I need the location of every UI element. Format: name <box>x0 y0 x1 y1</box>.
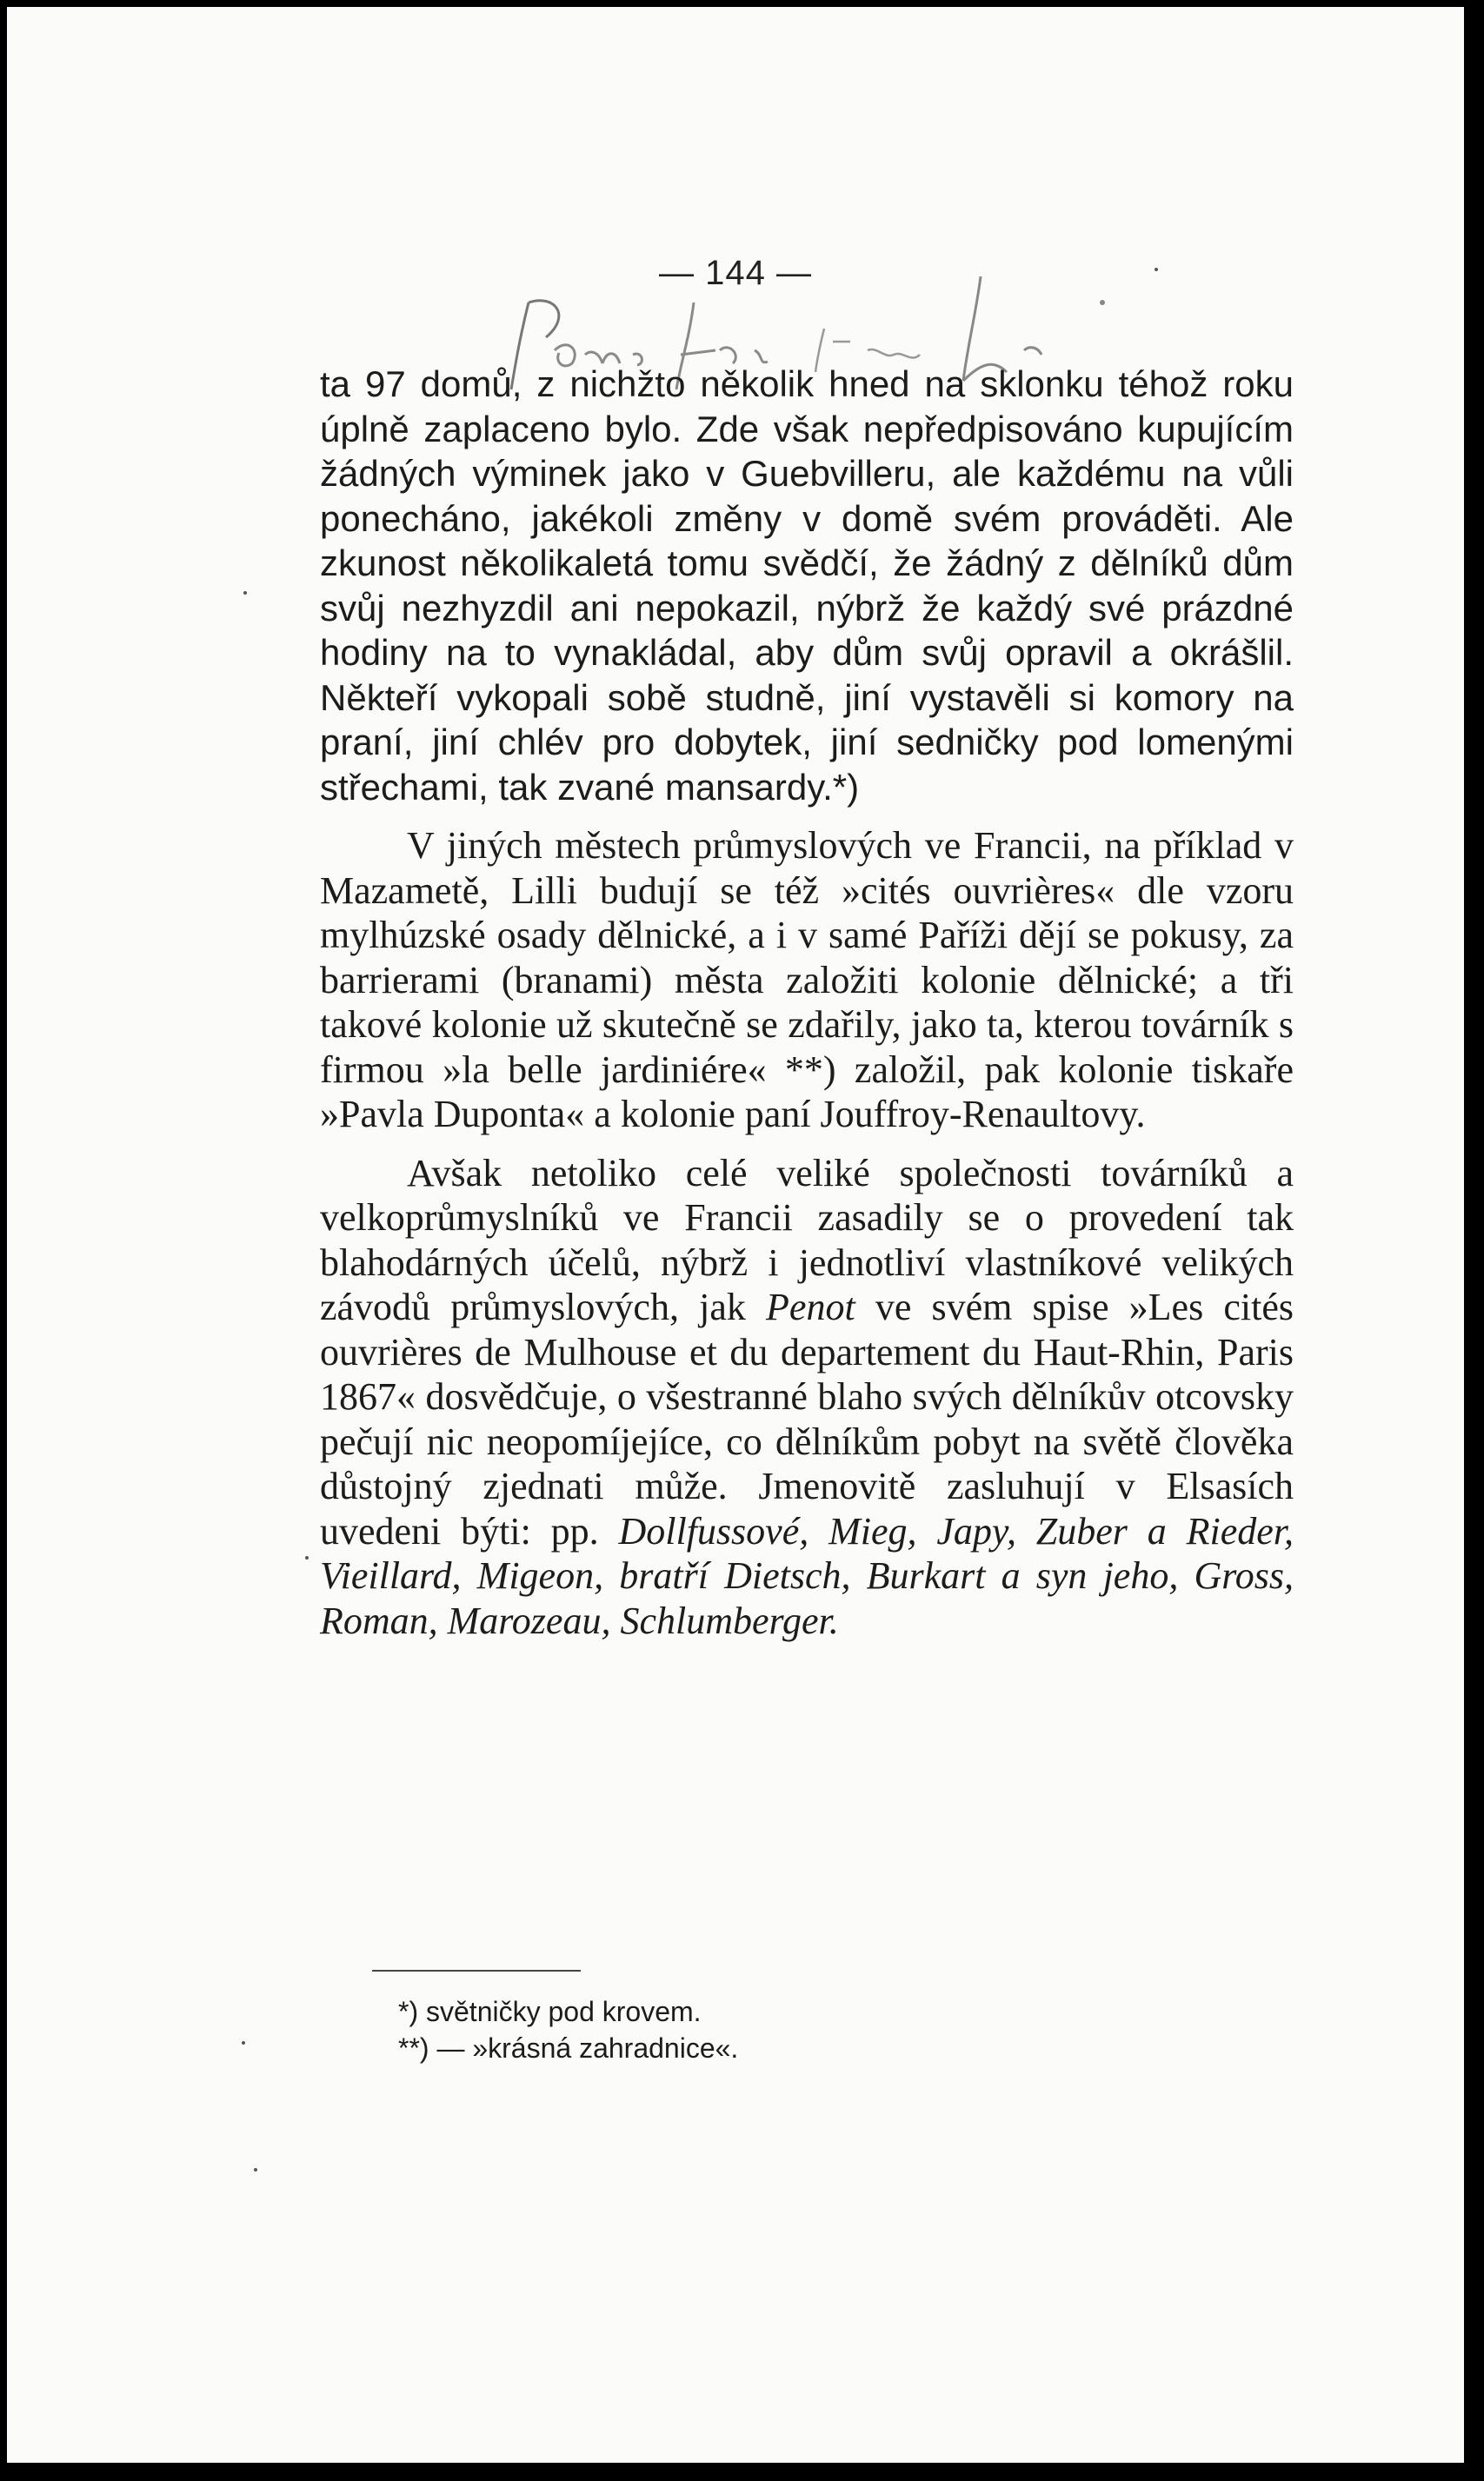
footnote-1: *) světničky pod krovem. <box>398 1996 702 2027</box>
page-number: — 144 — <box>659 254 812 292</box>
family-names-list: Dollfussové, Mieg, Japy, Zuber a Rieder, Vieillard, Migeon, bratří Dietsch, Burkart a syn jeho, Gross, Roman, Marozeau, Schlumberger. <box>320 1509 1294 1642</box>
paragraph-1: ta 97 domů, z nichžto několik hned na sklonku téhož roku úplně zaplaceno bylo. Zde však nepředpisováno kupujícím žádných výminek jako v Guebvilleru, ale každému na vůli ponecháno, jakékoli změny v domě svém prováděti. Ale zkunost několikaletá tomu svědčí, že žádný z dělníků dům svůj nezhyzdil ani nepokazil, nýbrž že každý své prázdné hodiny na to vynakládal, aby dům svůj opravil a okrášlil. Někteří vykopali sobě studně, jiní vystavěli si komory na praní, jiní chlév pro dobytek, jiní sedničky pod lomenými střechami, tak zvané mansardy.*) <box>320 363 1294 808</box>
paragraph-3 <box>320 1151 1294 1644</box>
scan-speck <box>1155 268 1158 271</box>
footnotes <box>398 1993 738 2066</box>
paragraph-3-part-1: Avšak netoliko celé veliké společnosti továrníků a velkoprůmyslníků ve Francii zasadily se o provedení tak blahodárných účelů, nýbrž i jednotliví vlastníkové velikých závodů průmyslových, jak <box>320 1151 1294 1328</box>
scan-speck <box>305 1556 309 1560</box>
scan-speck <box>243 591 247 595</box>
paragraph-2: V jiných městech průmyslových ve Francii, na příklad v Mazametě, Lilli budují se též »cités ouvrières« dle vzoru mylhúzské osady dělnické, a i v samé Paříži dějí se pokusy, za barrierami (branami) města založiti kolonie dělnické; a tři takové kolonie už skutečně se zdařily, jako ta, kterou továrník s firmou »la belle jardiniére« **) založil, pak kolonie tiskaře »Pavla Duponta« a kolonie paní Jouffroy-Renaultovy. <box>320 824 1294 1135</box>
footnote-separator <box>372 1970 581 1972</box>
scan-speck <box>242 2041 245 2045</box>
paragraph-3-part-2: ve svém spise »Les cités ouvrières de Mulhouse et du departement du Haut-Rhin, Paris 1867« dosvědčuje, o všestranné blaho svých dělníkův otcovsky pečují nic neopomíjejíce, co dělníkům pobyt na světě člověka důstojný zjednati může. Jmenovitě zasluhují v Elsasích uvedeni býti: pp. <box>320 1286 1294 1553</box>
scan-speck <box>254 2168 257 2172</box>
author-name: Penot <box>766 1286 855 1328</box>
footnote-2: **) — »krásná zahradnice«. <box>398 2032 739 2064</box>
scanned-page <box>7 7 1464 2463</box>
body-text <box>320 362 1294 1643</box>
